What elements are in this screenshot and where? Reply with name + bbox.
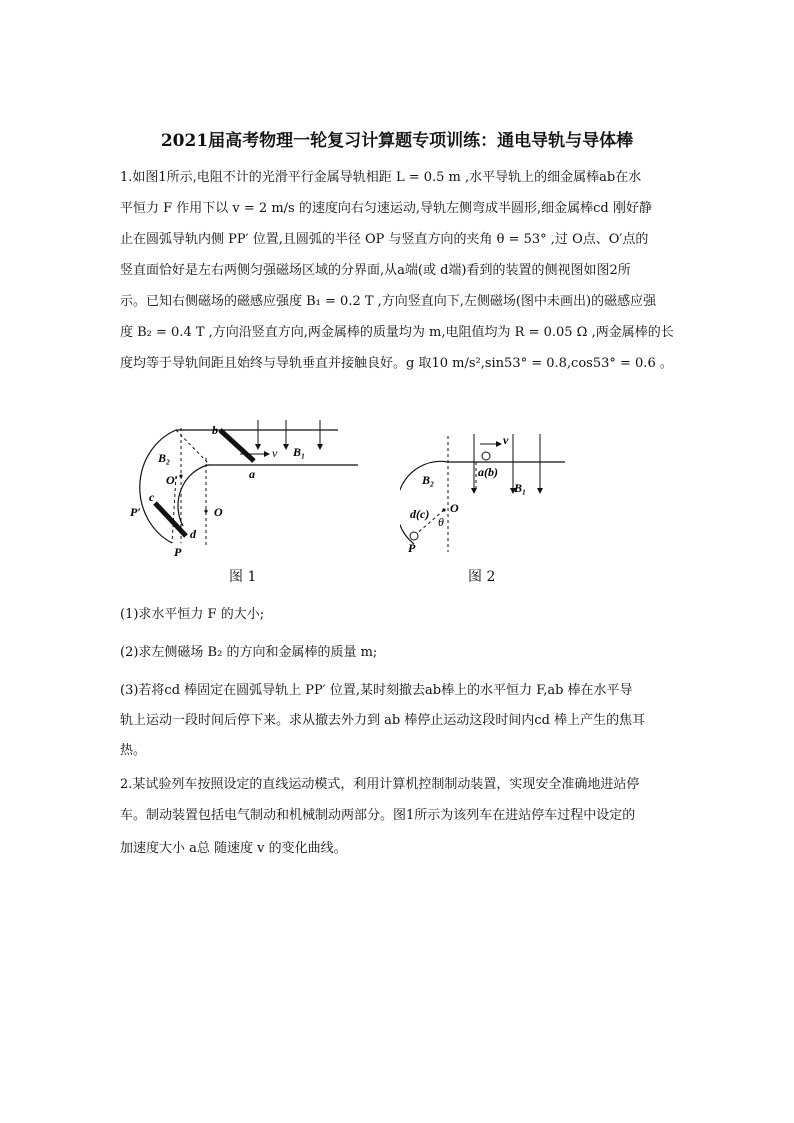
q1-line-6: 度 B₂ = 0.4 T ,方向沿竖直方向,两金属棒的质量均为 m,电阻值均为 R = 0.05 Ω ,两金属棒的长 [120, 325, 674, 340]
fig1-label-a: a [249, 467, 255, 481]
page-title: 2021届高考物理一轮复习计算题专项训练：通电导轨与导体棒 [160, 131, 634, 151]
fig2-label-o: O [450, 501, 459, 515]
fig1-label-b1: B₁ [293, 445, 306, 459]
fig1-label-v: v [272, 446, 278, 460]
fig2-label-v: v [503, 433, 509, 447]
fig1-label-d: d [190, 527, 196, 541]
fig2-label-b1: B₁ [514, 481, 527, 495]
fig1-label-c: c [149, 490, 155, 504]
subquestion-3-line-2: 轨上运动一段时间后停下来。求从撤去外力到 ab 棒停止运动这段时间内cd 棒上产生的焦耳 [120, 713, 646, 728]
subquestion-3-line-3: 热。 [120, 743, 147, 758]
q1-line-2: 平恒力 F 作用下以 v = 2 m/s 的速度向右匀速运动,导轨左侧弯成半圆形,细金属棒cd 刚好静 [120, 201, 652, 216]
q2-line-1: 2.某试验列车按照设定的直线运动模式，利用计算机控制制动装置，实现安全准确地进站停 [120, 777, 640, 792]
q1-line-5: 示。已知右侧磁场的磁感应强度 B₁ = 0.2 T ,方向竖直向下,左侧磁场(图中未画出)的磁感应强 [120, 294, 657, 309]
subquestion-3-line-1: (3)若将cd 棒固定在圆弧导轨上 PP′ 位置,某时刻撤去ab棒上的水平恒力 F,ab 棒在水平导 [120, 683, 633, 698]
fig2-label-ab: a(b) [478, 465, 498, 479]
figure-2-caption: 图 2 [468, 569, 496, 585]
fig1-label-o: O [214, 505, 223, 519]
subquestion-1: (1)求水平恒力 F 的大小; [120, 607, 265, 622]
q1-line-1: 1.如图1所示,电阻不计的光滑平行金属导轨相距 L = 0.5 m ,水平导轨上的细金属棒ab在水 [120, 170, 642, 185]
fig1-label-p: P [174, 545, 182, 559]
fig1-label-b2: B₂ [158, 451, 171, 465]
q1-line-4: 竖直面恰好是左右两侧匀强磁场区域的分界面,从a端(或 d端)看到的装置的侧视图如图2所 [120, 263, 631, 278]
q1-line-3: 止在圆弧导轨内侧 PP′ 位置,且圆弧的半径 OP 与竖直方向的夹角 θ = 53° ,过 O点、O′点的 [120, 232, 649, 247]
fig2-label-theta: θ [438, 515, 444, 529]
figure-1-diagram [128, 418, 368, 563]
subquestion-2: (2)求左侧磁场 B₂ 的方向和金属棒的质量 m; [120, 645, 378, 660]
fig2-label-p: P [408, 541, 416, 555]
fig2-label-dc: d(c) [410, 507, 430, 521]
fig2-label-b2: B₂ [422, 473, 435, 487]
q1-line-7: 度均等于导轨间距且始终与导轨垂直并接触良好。g 取10 m/s²,sin53° = 0.8,cos53° = 0.6 。 [120, 356, 673, 371]
fig1-label-o-prime: O′ [166, 473, 179, 487]
figure-2-diagram [400, 432, 570, 557]
fig1-label-b: b [212, 423, 218, 437]
q2-line-3: 加速度大小 a总 随速度 v 的变化曲线。 [120, 841, 347, 856]
figure-1-caption: 图 1 [229, 569, 257, 585]
fig1-label-p-prime: P′ [130, 505, 141, 519]
q2-line-2: 车。制动装置包括电气制动和机械制动两部分。图1所示为该列车在进站停车过程中设定的 [120, 808, 636, 823]
